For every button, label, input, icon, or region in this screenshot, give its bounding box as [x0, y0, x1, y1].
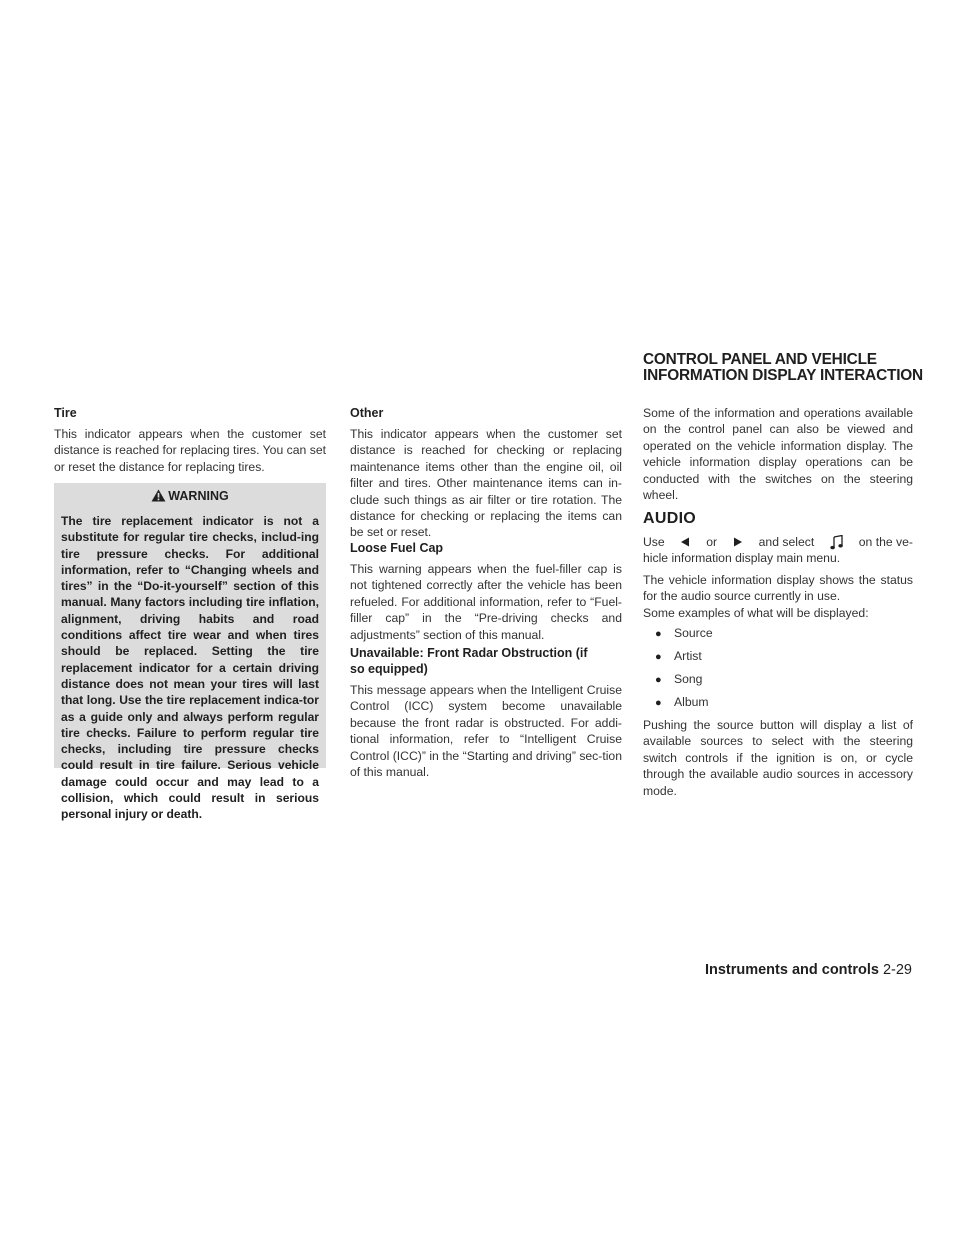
list-item — [655, 648, 713, 671]
audio-instruction — [643, 534, 913, 567]
list-item-label: Artist — [674, 649, 702, 663]
warning-header — [54, 489, 326, 503]
other-text: This indicator appears when the customer set distance is reached for checking or replacing maintenance items other than the engine oil, oil filter and tires. Other maintenance items can in-clude such things as air filter or tire rotation. The distance for checking or replacing the items can be set or reset. — [350, 427, 622, 540]
fuel-cap-heading: Loose Fuel Cap — [350, 541, 444, 555]
left-arrow-icon — [680, 537, 690, 547]
chapter-name: Instruments and controls — [704, 962, 879, 978]
right-arrow-icon — [733, 537, 743, 547]
use-word: Use — [643, 535, 665, 549]
bullet-dot-icon: ● — [655, 674, 662, 686]
warning-triangle-icon — [151, 489, 166, 502]
page-footer — [705, 962, 912, 978]
list-item-label: Album — [674, 695, 709, 709]
radar-text: This message appears when the Intelligent Cruise Control (ICC) system become unavailable because the front radar is obstructed. For addi-tional information, refer to “Intelligent Cruise Control (ICC)” in the “Starting and driving” sec-tion of this manual. — [350, 683, 622, 780]
and-select: and select — [758, 535, 815, 549]
audio-instruction-line2: hicle information display main menu. — [643, 551, 841, 566]
examples-text: Some examples of what will be displayed: — [643, 606, 869, 620]
page-number: 2-29 — [882, 962, 912, 978]
status-text: The vehicle information display shows the status for the audio source currently in use. — [643, 573, 913, 604]
fuel-cap-text: This warning appears when the fuel-filler cap is not tightened correctly after the vehicle has been refueled. For additional information, refer to “Fuel-filler cap” in the “Pre-driving checks and adjustments” section of this manual. — [350, 562, 622, 642]
bullet-dot-icon: ● — [655, 697, 662, 709]
audio-title: AUDIO — [643, 510, 697, 527]
list-item-label: Song — [674, 672, 703, 686]
radar-heading: Unavailable: Front Radar Obstruction (if so equipped) — [350, 646, 588, 676]
push-text: Pushing the source button will display a list of available sources to select with the steering switch controls if the ignition is on, or cycle through the available audio sources in accessory mode. — [643, 718, 913, 798]
section-title: CONTROL PANEL AND VEHICLE INFORMATION DISPLAY INTERACTION — [643, 351, 923, 384]
list-item-label: Source — [674, 626, 713, 640]
or-word: or — [706, 535, 718, 549]
list-item — [655, 625, 713, 648]
warning-text: The tire replacement indicator is not a substitute for regular tire checks, includ-ing tire pressure checks. For additional information, refer to “Changing wheels and tires” in the “Do-it-yourself” section of this manual. Many factors including tire inflation, alignment, driving habits and road conditions affect tire wear and when tires should be replaced. Setting the tire replacement indicator for a certain driving distance does not mean your tires will last that long. Use the tire replacement indica-tor as a guide only and always perform regular tire checks. Failure to perform regular tire checks, including tire pressure checks could result in tire failure. Serious vehicle damage could occur and may lead to a collision, which could result in serious personal injury or death. — [61, 514, 319, 822]
list-item — [655, 694, 713, 717]
audio-instruction-line1 — [643, 534, 913, 550]
tire-text: This indicator appears when the customer set distance is reached for replacing tires. You can set or reset the distance for replacing tires. — [54, 427, 326, 474]
examples-list — [655, 625, 713, 717]
on-the-ve: on the ve- — [858, 535, 913, 549]
list-item — [655, 671, 713, 694]
bullet-dot-icon: ● — [655, 651, 662, 663]
other-heading: Other — [350, 406, 384, 420]
intro-text: Some of the information and operations available on the control panel can also be viewed and operated on the vehicle information display. The vehicle information display operations can be conducted with the switches on the steering wheel. — [643, 406, 913, 503]
bullet-dot-icon: ● — [655, 628, 662, 640]
warning-title: WARNING — [168, 489, 229, 503]
tire-heading: Tire — [54, 406, 77, 420]
warning-box — [54, 483, 326, 822]
music-note-icon — [830, 535, 843, 550]
